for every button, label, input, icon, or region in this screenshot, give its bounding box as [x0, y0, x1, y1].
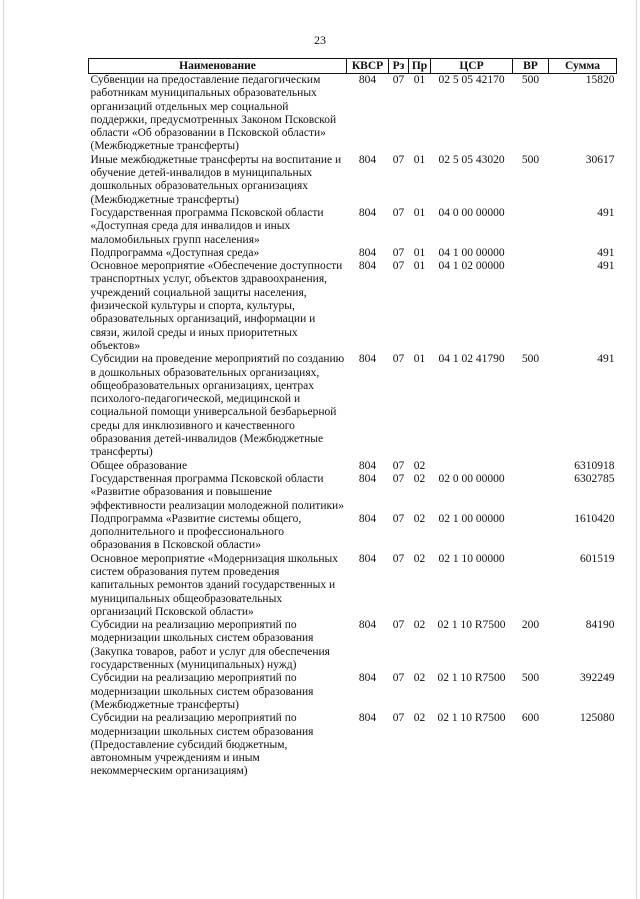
col-header-rz: Рз — [389, 59, 409, 74]
cell-vr — [513, 207, 549, 247]
cell-name: Субвенции на предоставление педагогическим работникам муниципальных образовательных организаций отдельных мер социальной поддержки, предусмотренных Законом Псковской области «Об образовании в Псковской области» (Межбюджетные трансферты) — [90, 74, 337, 153]
cell-rz: 07 — [392, 459, 405, 472]
cell-pr: 01 — [413, 206, 426, 219]
cell-sum: 6302785 — [574, 472, 615, 485]
cell-vr — [513, 460, 549, 473]
cell-name: Государственная программа Псковской области «Развитие образования и повышение эффективности реализации молодежной политики» — [90, 472, 344, 512]
cell-pr: 01 — [413, 260, 426, 273]
col-header-sum: Сумма — [549, 59, 617, 74]
cell-pr: 01 — [413, 153, 426, 166]
cell-rz: 07 — [392, 206, 405, 219]
table-row — [89, 672, 617, 712]
cell-csr: 02 1 10 R7500 — [437, 712, 506, 725]
cell-name: Субсидии на реализацию мероприятий по модернизации школьных систем образования (Закупка товаров, работ и услуг для обеспечения государственных (муниципальных) нужд) — [90, 619, 330, 672]
cell-rz: 07 — [392, 512, 405, 525]
table-row — [89, 74, 617, 154]
cell-name: Субсидии на проведение мероприятий по созданию в дошкольных образовательных организациях, общеобразовательных организациях, центрах психолого-педагогической, медицинской и социальной помощи универсальной безбарьерной среды для инклюзивного и качественного образования детей-инвалидов (Межбюджетные трансферты) — [90, 353, 345, 459]
cell-name: Иные межбюджетные трансферты на воспитание и обучение детей-инвалидов в муниципальных дошкольных образовательных организациях (Межбюджетные трансферты) — [90, 153, 342, 206]
page-number: 23 — [314, 33, 326, 47]
cell-vr: 200 — [521, 619, 540, 632]
table-row — [89, 260, 617, 353]
table-row — [89, 207, 617, 247]
cell-csr: 02 5 05 42170 — [438, 74, 505, 86]
cell-rz: 07 — [392, 619, 405, 632]
cell-sum: 491 — [597, 353, 615, 366]
cell-pr: 02 — [413, 672, 426, 685]
cell-vr: 500 — [521, 353, 540, 366]
cell-kvsr: 804 — [358, 672, 377, 685]
cell-pr: 02 — [413, 512, 426, 525]
cell-vr — [513, 260, 549, 353]
table-row — [89, 553, 617, 619]
cell-rz: 07 — [392, 74, 405, 86]
cell-vr — [513, 473, 549, 513]
cell-kvsr: 804 — [358, 552, 377, 565]
cell-sum: 392249 — [580, 672, 615, 685]
cell-name: Общее образование — [90, 459, 188, 472]
cell-vr: 500 — [521, 153, 540, 166]
cell-sum: 601519 — [580, 552, 615, 565]
cell-vr: 500 — [521, 672, 540, 685]
cell-kvsr: 804 — [358, 472, 377, 485]
cell-name: Подпрограмма «Развитие системы общего, дополнительного и профессионального образования в Псковской области» — [90, 512, 302, 552]
table-row — [89, 473, 617, 513]
col-header-csr: ЦСР — [431, 59, 513, 74]
cell-rz: 07 — [392, 672, 405, 685]
cell-sum: 491 — [597, 206, 615, 219]
cell-sum: 1610420 — [574, 512, 615, 525]
cell-kvsr: 804 — [358, 246, 377, 259]
table-body — [89, 74, 617, 779]
col-header-vr: ВР — [513, 59, 549, 74]
cell-rz: 07 — [392, 260, 405, 273]
cell-name: Субсидии на реализацию мероприятий по модернизации школьных систем образования (Межбюджетные трансферты) — [90, 672, 314, 711]
cell-pr: 02 — [413, 552, 426, 565]
table-row — [89, 247, 617, 260]
cell-kvsr: 804 — [358, 512, 377, 525]
cell-name: Подпрограмма «Доступная среда» — [90, 246, 260, 259]
cell-sum: 84190 — [585, 619, 615, 632]
cell-pr: 01 — [413, 353, 426, 366]
cell-pr: 02 — [413, 472, 426, 485]
table-header-row — [89, 59, 617, 74]
cell-csr: 02 1 10 R7500 — [437, 672, 506, 685]
cell-vr — [513, 553, 549, 619]
table-row — [89, 513, 617, 553]
cell-csr: 04 1 00 00000 — [438, 246, 505, 259]
cell-rz: 07 — [392, 353, 405, 366]
cell-sum: 6310918 — [574, 459, 615, 472]
cell-rz: 07 — [392, 246, 405, 259]
cell-sum: 491 — [597, 260, 615, 273]
cell-csr: 02 5 05 43020 — [438, 153, 505, 166]
cell-pr: 02 — [413, 619, 426, 632]
cell-kvsr: 804 — [358, 712, 377, 725]
cell-rz: 07 — [392, 712, 405, 725]
budget-table — [88, 58, 617, 779]
cell-name: Субсидии на реализацию мероприятий по модернизации школьных систем образования (Предоставление субсидий бюджетным, автономным учреждениям и иным некоммерческим организациям) — [90, 712, 314, 778]
cell-kvsr: 804 — [358, 459, 377, 472]
table-row — [89, 712, 617, 778]
cell-pr: 02 — [413, 712, 426, 725]
cell-csr: 02 1 10 R7500 — [437, 619, 506, 632]
cell-sum: 30617 — [585, 153, 615, 166]
cell-csr: 02 1 10 00000 — [438, 552, 505, 565]
cell-sum: 15820 — [585, 74, 615, 86]
table-row — [89, 460, 617, 473]
cell-rz: 07 — [392, 552, 405, 565]
scan-edge-left — [3, 0, 4, 899]
cell-rz: 07 — [392, 153, 405, 166]
cell-csr: 04 0 00 00000 — [438, 206, 505, 219]
cell-pr: 01 — [413, 74, 426, 86]
scan-edge-right — [636, 0, 637, 899]
cell-csr: 04 1 02 00000 — [438, 260, 505, 273]
cell-vr: 600 — [521, 712, 540, 725]
cell-csr: 02 1 00 00000 — [438, 512, 505, 525]
cell-kvsr: 804 — [358, 206, 377, 219]
cell-name: Государственная программа Псковской области «Доступная среда для инвалидов и иных маломобильных групп населения» — [90, 206, 324, 246]
cell-vr: 500 — [521, 74, 540, 86]
cell-sum: 125080 — [580, 712, 615, 725]
cell-csr — [431, 460, 513, 473]
cell-rz: 07 — [392, 472, 405, 485]
table-row — [89, 619, 617, 672]
cell-kvsr: 804 — [358, 74, 377, 86]
cell-vr — [513, 247, 549, 260]
cell-pr: 01 — [413, 246, 426, 259]
cell-sum: 491 — [597, 246, 615, 259]
cell-kvsr: 804 — [358, 260, 377, 273]
cell-name: Основное мероприятие «Модернизация школьных систем образования путем проведения капитальных ремонтов зданий государственных и муниципальных общеобразовательных организаций Псковской области» — [90, 552, 338, 618]
cell-name: Основное мероприятие «Обеспечение доступности транспортных услуг, объектов здравоохранения, учреждений социальной защиты населения, физической культуры и спорта, культуры, образовательных организаций, информации и связи, жилой среды и иных приоритетных объектов» — [90, 260, 343, 352]
cell-kvsr: 804 — [358, 353, 377, 366]
col-header-pr: Пр — [409, 59, 431, 74]
cell-csr: 02 0 00 00000 — [438, 472, 505, 485]
cell-kvsr: 804 — [358, 153, 377, 166]
cell-csr: 04 1 02 41790 — [438, 353, 505, 366]
table-row — [89, 154, 617, 207]
cell-pr: 02 — [413, 459, 426, 472]
col-header-kvsr: КВСР — [347, 59, 389, 74]
cell-vr — [513, 513, 549, 553]
table-row — [89, 353, 617, 459]
col-header-name: Наименование — [89, 59, 347, 74]
cell-kvsr: 804 — [358, 619, 377, 632]
